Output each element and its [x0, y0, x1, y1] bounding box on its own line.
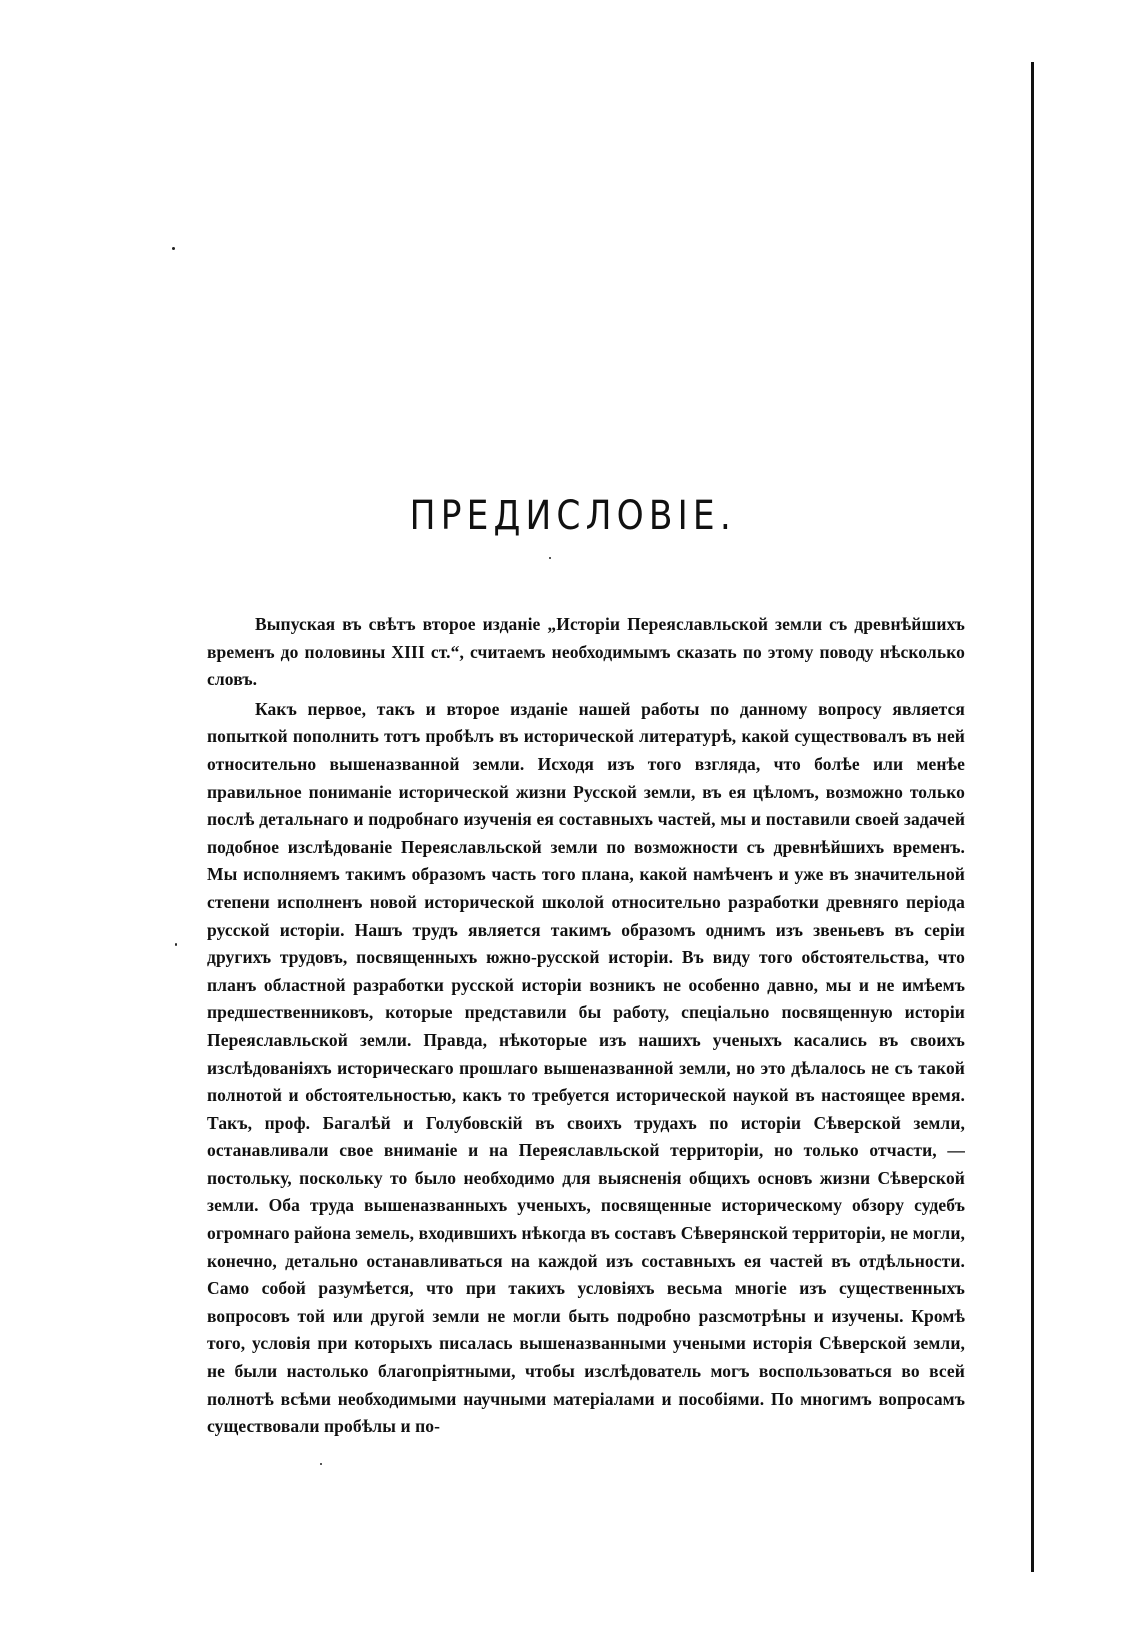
- scan-speck: [175, 943, 177, 946]
- paragraph-1: Выпуская въ свѣтъ второе изданіе „Исторіи Переяславльской земли съ древнѣйшихъ временъ до половины XIII ст.“, считаемъ необходимымъ сказать по этому поводу нѣсколько словъ.: [207, 614, 965, 690]
- scan-speck: [549, 557, 551, 559]
- body-text: [207, 611, 965, 1441]
- page-title: ПРЕДИСЛОВІЕ.: [409, 493, 736, 539]
- page-edge-rule: [1031, 62, 1034, 1572]
- scan-speck: [172, 247, 175, 250]
- paragraph-2: Какъ первое, такъ и второе изданіе нашей работы по данному вопросу является попыткой пополнить тотъ пробѣлъ въ исторической литературѣ, какой существовалъ въ ней относительно вышеназванной земли. Исходя изъ того взгляда, что болѣе или менѣе правильное пониманіе исторической жизни Русской земли, въ ея цѣломъ, возможно только послѣ детальнаго и подробнаго изученія ея составныхъ частей, мы и поставили своей задачей подобное изслѣдованіе Переяславльской земли по возможности съ древнѣйшихъ временъ. Мы исполняемъ такимъ образомъ часть того плана, какой намѣченъ и уже въ значительной степени исполненъ новой исторической школой относительно разработки древняго періода русской исторіи. Нашъ трудъ является такимъ образомъ однимъ изъ звеньевъ въ серіи другихъ трудовъ, посвященныхъ южно-русской исторіи. Въ виду того обстоятельства, что планъ областной разработки русской исторіи возникъ не особенно давно, мы и не имѣемъ предшественниковъ, которые представили бы работу, спеціально посвященную исторіи Переяславльской земли. Правда, нѣкоторые изъ нашихъ ученыхъ касались въ своихъ изслѣдованіяхъ историческаго прошлаго вышеназванной земли, но это дѣлалось не съ такой полнотой и обстоятельностью, какъ то требуется исторической наукой въ настоящее время. Такъ, проф. Багалѣй и Голубовскій въ своихъ трудахъ по исторіи Сѣверской земли, останавливали свое вниманіе и на Переяславльской территоріи, но только отчасти, — постольку, поскольку то было необходимо для выясненія общихъ основъ жизни Сѣверской земли. Оба труда вышеназванныхъ ученыхъ, посвященные историческому обзору судебъ огромнаго района земель, входившихъ нѣкогда въ составъ Сѣверянской территоріи, не могли, конечно, детально останавливаться на каждой изъ составныхъ ея частей въ отдѣльности. Само собой разумѣется, что при такихъ условіяхъ весьма многіе изъ существенныхъ вопросовъ той или другой земли не могли быть подробно разсмотрѣны и изучены. Кромѣ того, условія при которыхъ писалась вышеназванными учеными исторія Сѣверской земли, не были настолько благопріятными, чтобы изслѣдователь могъ воспользоваться во всей полнотѣ всѣми необходимыми научными матеріалами и пособіями. По многимъ вопросамъ существовали пробѣлы и по-: [207, 698, 965, 1437]
- scan-speck: [320, 1463, 322, 1465]
